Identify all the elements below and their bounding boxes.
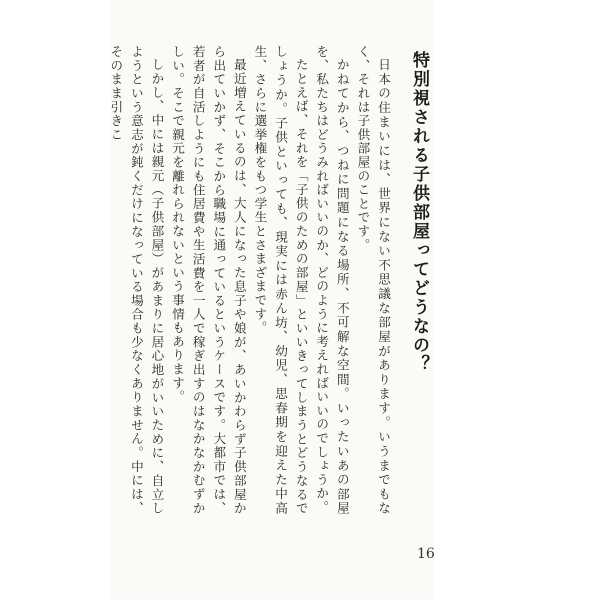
- section-heading: 特別視される子供部屋ってどうなの？: [409, 51, 429, 374]
- paragraph: かねてから、つねに問題になる場所、不可解な空間。いったいあの部屋を、私たちはどうみればいいのか、どのように考えればいいのでしょうか。: [314, 45, 350, 515]
- body-text: [108, 45, 432, 515]
- paragraph: しかし、中には親元（子供部屋）があまりに居心地がいいために、自立しようという意志が鈍くだけになっている場合も少なくありません。中には、そのまま引きこ: [108, 45, 165, 515]
- page-number: 16: [417, 546, 435, 562]
- paragraph: たとえば、それを「子供のための部屋」といいきってしまうとどうなるでしょうか。子供といっても、現実には赤ん坊、幼児、思春期を迎えた中高生、さらに選挙権をもつ学生とさまざまです。: [252, 45, 309, 515]
- paragraph: 日本の住まいには、世界にない不思議な部屋があります。いうまでもなく、それは子供部屋のことです。: [355, 45, 391, 515]
- paragraph: 最近増えているのは、大人になった息子や娘が、あいかわらず子供部屋から出ていかず、そこから職場に通っているというケースです。大都市では、若者が自活しようにも住居費や生活費を一人で稼ぎ出すのはなかなかむずかしい。そこで親元を離れられないという事情もあります。: [170, 45, 247, 515]
